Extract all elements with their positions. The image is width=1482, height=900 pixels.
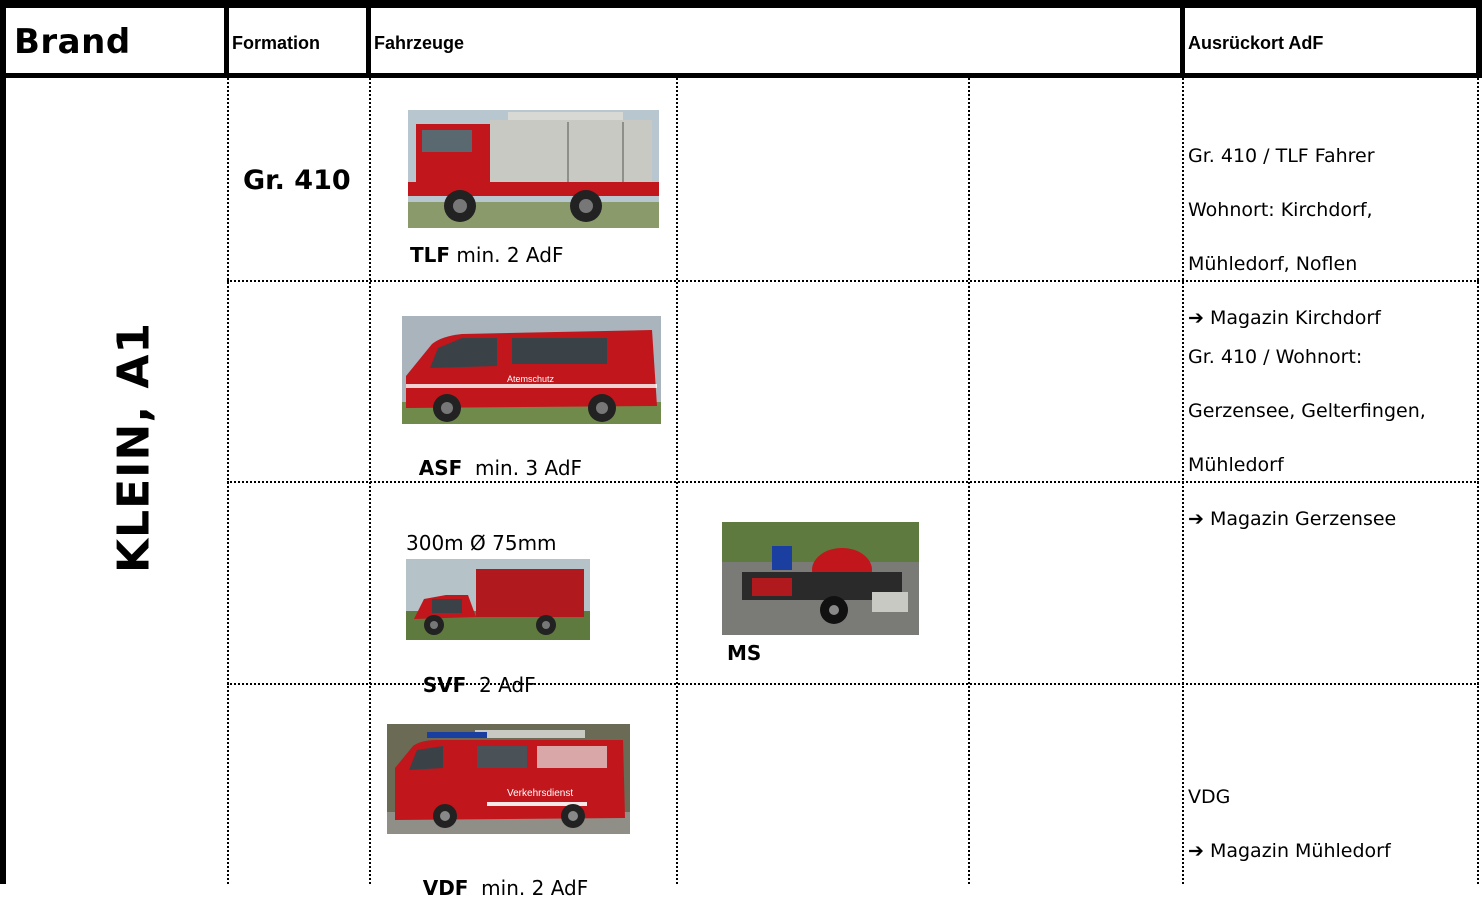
asf-decal: Atemschutz [507, 374, 555, 384]
header-ausrueckort: Ausrückort AdF [1188, 33, 1324, 53]
vdf-code: VDF [422, 876, 469, 900]
tlf-photo [408, 110, 659, 228]
svf-code: SVF [422, 673, 467, 697]
header-top-border [0, 0, 1482, 8]
tlf-code: TLF [410, 243, 451, 267]
brand-category-label: KLEIN, A1 [108, 321, 160, 574]
asf-caption [406, 432, 582, 480]
vdf-caption [410, 852, 588, 900]
row2-ausrueck-note [1188, 317, 1426, 560]
tlf-caption [410, 243, 563, 267]
asf-crew: min. 3 AdF [462, 456, 583, 480]
note-line: Gr. 410 / Wohnort: [1188, 346, 1363, 368]
header-fahrzeuge: Fahrzeuge [374, 33, 465, 53]
note-line: Mühledorf, Noflen [1188, 253, 1358, 275]
note-line: ➔ Magazin Mühledorf [1188, 840, 1391, 862]
ms-caption [727, 641, 761, 665]
vdf-crew: min. 2 AdF [468, 876, 589, 900]
note-line: ➔ Magazin Kirchdorf [1188, 307, 1381, 329]
header-sep-2 [366, 0, 371, 78]
header-formation: Formation [232, 33, 320, 53]
asf-code: ASF [418, 456, 463, 480]
header-sep-3 [1180, 0, 1185, 78]
tlf-crew: min. 2 AdF [450, 243, 564, 267]
svf-caption [410, 649, 536, 697]
svf-photo [406, 559, 590, 640]
ms-code: MS [727, 641, 762, 665]
svf-crew: 2 AdF [466, 673, 536, 697]
row4-ausrueck-note [1188, 757, 1391, 892]
vdf-decal: Verkehrsdienst [507, 788, 574, 799]
note-line: VDG [1188, 786, 1231, 808]
svf-hose-spec: 300m Ø 75mm [406, 531, 557, 555]
note-line: Mühledorf [1188, 454, 1284, 476]
left-border [0, 0, 6, 884]
asf-photo [402, 316, 661, 424]
right-border-header [1476, 0, 1482, 78]
note-line: ➔ Magazin Gerzensee [1188, 508, 1397, 530]
vdf-photo [387, 724, 630, 834]
header-bottom-border [0, 73, 1482, 78]
ms-photo [722, 522, 919, 635]
header-sep-1 [224, 0, 229, 78]
note-line: Gerzensee, Gelterfingen, [1188, 400, 1426, 422]
note-line: Gr. 410 / TLF Fahrer [1188, 145, 1375, 167]
header-brand: Brand [14, 22, 131, 62]
note-line: Wohnort: Kirchdorf, [1188, 199, 1373, 221]
formation-gr410: Gr. 410 [243, 165, 351, 196]
